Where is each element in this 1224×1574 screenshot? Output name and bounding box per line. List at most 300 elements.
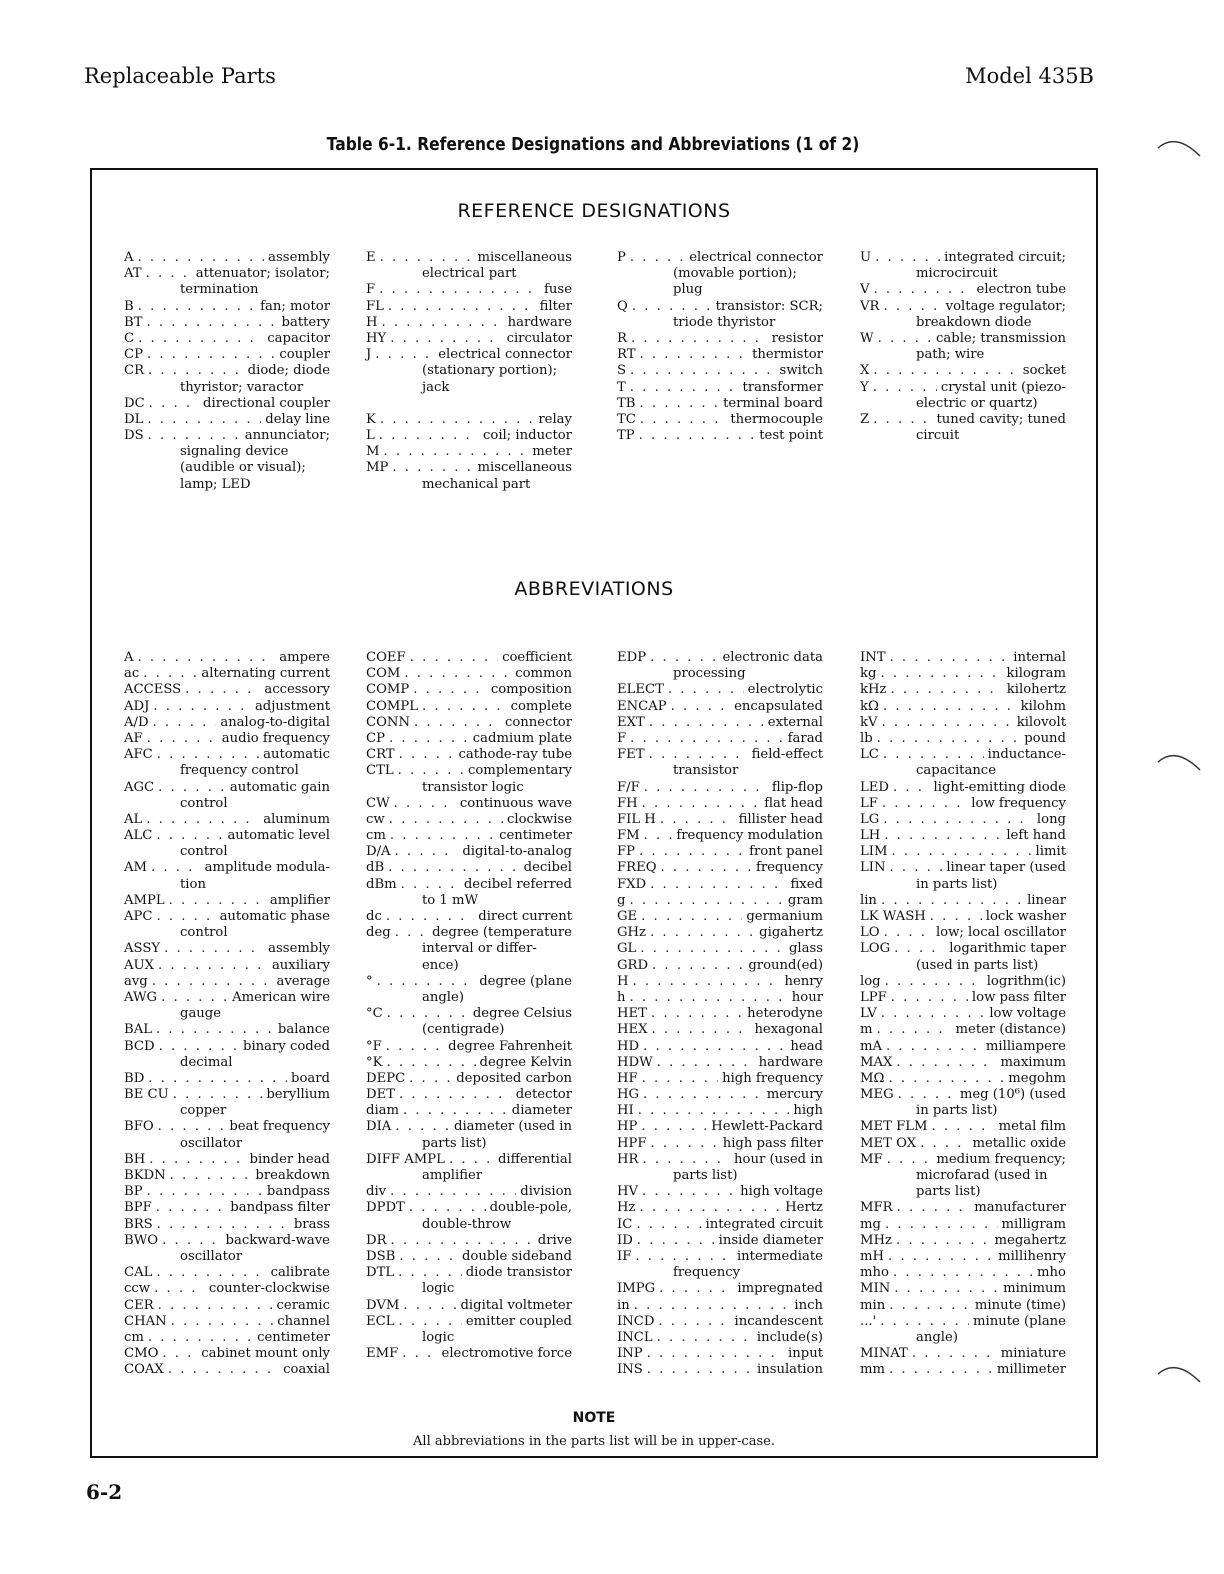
entry-definition: fillister head: [738, 811, 823, 827]
entry-row: [617, 796, 823, 812]
dot-leader: [158, 1298, 273, 1314]
dot-leader: [148, 1071, 287, 1087]
entry-code: F: [617, 730, 627, 746]
entry-code: ADJ: [124, 698, 150, 714]
dot-leader: [920, 1136, 968, 1152]
entry-row: [860, 1200, 1066, 1216]
entry-code: FET: [617, 747, 645, 763]
entry-row: [617, 1362, 823, 1378]
entry-row: [124, 812, 330, 828]
dot-leader: [409, 1071, 452, 1087]
entry-code: DS: [124, 428, 144, 444]
entry-definition: diode; diode: [247, 363, 330, 379]
dot-leader: [391, 1233, 534, 1249]
dot-leader: [162, 1346, 197, 1362]
dot-leader: [640, 941, 785, 957]
entry-code: COEF: [366, 650, 406, 665]
dot-leader: [883, 812, 1033, 828]
entry-definition: digital voltmeter: [460, 1297, 572, 1313]
entry-definition: germanium: [746, 909, 823, 924]
entry-row: [617, 1346, 823, 1362]
entry-code: LV: [860, 1006, 877, 1022]
entry-code: INCL: [617, 1329, 653, 1345]
entry-definition: ceramic: [276, 1297, 330, 1313]
entry-row: [617, 1055, 823, 1071]
entry-continuation: processing: [673, 666, 746, 682]
entry-continuation: termination: [180, 282, 259, 298]
entry-definition: switch: [779, 363, 823, 379]
entry-continuation: angle): [422, 989, 464, 1005]
entry-row: [366, 1071, 572, 1087]
entry-definition: logarithmic taper: [949, 941, 1066, 957]
entry-row: [124, 780, 330, 796]
entry-code: HP: [617, 1119, 638, 1135]
entry-row: [617, 363, 823, 379]
dot-leader: [390, 828, 495, 844]
entry-definition: high voltage: [740, 1184, 823, 1200]
dot-leader: [660, 812, 735, 828]
entry-code: MINAT: [860, 1346, 908, 1362]
entry-row: [860, 1314, 1066, 1330]
entry-code: CP: [124, 347, 143, 363]
entry-code: °C: [366, 1006, 383, 1022]
entry-code: B: [124, 298, 134, 314]
entry-continuation: triode thyristor: [673, 314, 776, 330]
entry-row: [860, 925, 1066, 941]
entry-definition: assembly: [268, 941, 330, 957]
entry-code: LF: [860, 795, 878, 811]
entry-row: [366, 699, 572, 715]
entry-definition: brass: [293, 1216, 330, 1232]
entry-code: A: [124, 650, 134, 665]
entry-code: mho: [860, 1265, 889, 1281]
entry-code: FM: [617, 828, 640, 844]
entry-code: dB: [366, 860, 385, 876]
entry-code: L: [366, 428, 375, 444]
entry-definition: clockwise: [507, 811, 572, 827]
entry-definition: double-pole,: [489, 1200, 572, 1216]
entry-code: log: [860, 973, 881, 989]
entry-code: COAX: [124, 1362, 164, 1378]
dot-leader: [159, 1039, 239, 1055]
entry-continuation: interval or differ-: [422, 941, 537, 957]
entry-definition: amplitude modula-: [204, 860, 330, 876]
entry-code: MEG: [860, 1087, 894, 1103]
dot-leader: [158, 958, 268, 974]
entry-definition: directional coupler: [203, 395, 330, 411]
entry-code: HPF: [617, 1135, 647, 1151]
entry-row: [860, 1281, 1066, 1297]
dot-leader: [386, 1039, 444, 1055]
entry-definition: aluminum: [263, 811, 330, 827]
entry-definition: coupler: [279, 347, 330, 363]
entry-code: ECL: [366, 1313, 395, 1329]
entry-row: [617, 1298, 823, 1314]
entry-code: °K: [366, 1054, 383, 1070]
entry-definition: centimeter: [499, 828, 572, 844]
dot-leader: [641, 909, 742, 925]
dot-leader: [882, 715, 1013, 731]
entry-row: [617, 877, 823, 893]
entry-code: LIM: [860, 844, 888, 860]
dot-leader: [885, 974, 983, 990]
entry-row: [617, 1249, 823, 1265]
entry-definition: decibel referred: [463, 876, 572, 892]
dot-leader: [143, 666, 197, 682]
entry-definition: cathode-ray tube: [458, 747, 572, 763]
entry-row: [124, 1087, 330, 1103]
entry-definition: direct current: [478, 909, 572, 924]
entry-definition: board: [291, 1070, 330, 1086]
entry-row: [124, 909, 330, 925]
reference-column-3: [617, 250, 823, 444]
entry-row: [860, 1039, 1066, 1055]
entry-definition: emitter coupled: [465, 1313, 572, 1329]
dot-leader: [402, 1346, 437, 1362]
entry-continuation: angle): [916, 1329, 958, 1345]
entry-row: [860, 780, 1066, 796]
entry-definition: beat frequency: [229, 1119, 330, 1135]
entry-row: [124, 396, 330, 412]
entry-row: [860, 650, 1066, 666]
entry-definition: integrated circuit: [705, 1216, 823, 1232]
entry-definition: transistor: SCR;: [715, 298, 823, 314]
entry-row: [366, 1298, 572, 1314]
entry-definition: meg (10⁶) (used: [959, 1087, 1066, 1103]
entry-row: [860, 1249, 1066, 1265]
entry-definition: auxiliary: [271, 957, 330, 973]
entry-definition: common: [515, 666, 572, 682]
entry-code: mm: [860, 1362, 886, 1378]
entry-code: AT: [124, 266, 142, 282]
entry-definition: complementary: [467, 763, 572, 779]
entry-row: [860, 282, 1066, 298]
entry-row: [860, 299, 1066, 315]
entry-code: FIL H: [617, 811, 656, 827]
dot-leader: [403, 1298, 456, 1314]
entry-definition: resistor: [771, 330, 823, 346]
dot-leader: [630, 731, 783, 747]
entry-row: [617, 1119, 823, 1135]
entry-continuation: thyristor; varactor: [180, 379, 304, 395]
dot-leader: [632, 299, 712, 315]
dot-leader: [652, 958, 744, 974]
dot-leader: [650, 925, 755, 941]
entry-definition: internal: [1013, 650, 1066, 665]
entry-row: [366, 682, 572, 698]
entry-code: V: [860, 282, 870, 298]
entry-continuation: path; wire: [916, 347, 985, 363]
binder-hole-mark: [1156, 748, 1202, 772]
entry-definition: filter: [539, 298, 572, 314]
entry-continuation: tion: [180, 876, 206, 892]
entry-row: [860, 828, 1066, 844]
entry-code: CW: [366, 795, 390, 811]
entry-code: CONN: [366, 714, 410, 730]
dot-leader: [631, 331, 768, 347]
dot-leader: [890, 682, 1002, 698]
entry-row: [124, 747, 330, 763]
entry-row: [617, 380, 823, 396]
entry-code: HG: [617, 1087, 640, 1103]
entry-definition: input: [788, 1346, 823, 1362]
dot-leader: [380, 250, 474, 266]
entry-row: [617, 909, 823, 925]
dot-leader: [888, 1249, 994, 1265]
entry-continuation: double-throw: [422, 1216, 512, 1232]
entry-row: [366, 1184, 572, 1200]
dot-leader: [644, 828, 673, 844]
entry-row: [617, 1022, 823, 1038]
dot-leader: [164, 941, 264, 957]
entry-definition: accessory: [264, 682, 330, 698]
entry-row: [366, 812, 572, 828]
dot-leader: [629, 893, 783, 909]
dot-leader: [149, 396, 199, 412]
entry-continuation: oscillator: [180, 1248, 243, 1264]
entry-row: [617, 699, 823, 715]
entry-definition: binary coded: [243, 1038, 330, 1054]
dot-leader: [630, 990, 788, 1006]
entry-definition: field-effect: [751, 747, 823, 763]
entry-row: [366, 925, 572, 941]
dot-leader: [399, 1087, 512, 1103]
dot-leader: [650, 650, 718, 666]
entry-definition: double sideband: [461, 1248, 572, 1264]
dot-leader: [893, 780, 930, 796]
entry-row: [860, 250, 1066, 266]
running-header-section: Replaceable Parts: [84, 64, 276, 88]
dot-leader: [637, 1233, 715, 1249]
entry-continuation: parts list): [673, 1168, 738, 1183]
entry-code: HDW: [617, 1054, 653, 1070]
entry-code: CHAN: [124, 1313, 167, 1329]
dot-leader: [657, 1055, 755, 1071]
entry-continuation: to 1 mW: [422, 892, 479, 908]
entry-definition: flip-flop: [771, 779, 823, 795]
entry-definition: kilogram: [1006, 666, 1066, 682]
entry-code: F: [366, 282, 376, 298]
entry-code: E: [366, 250, 376, 265]
dot-leader: [657, 1330, 753, 1346]
entry-row: [124, 331, 330, 347]
entry-code: h: [617, 989, 626, 1005]
entry-row: [860, 1265, 1066, 1281]
entry-code: INT: [860, 650, 886, 665]
dot-leader: [888, 1071, 1004, 1087]
entry-row: [617, 299, 823, 315]
dot-leader: [395, 844, 459, 860]
entry-definition: American wire: [232, 989, 330, 1005]
entry-row: [617, 1184, 823, 1200]
entry-row: [124, 1330, 330, 1346]
dot-leader: [390, 331, 502, 347]
dot-leader: [647, 1362, 753, 1378]
dot-leader: [158, 780, 226, 796]
entry-definition: binder head: [249, 1151, 330, 1167]
entry-row: [617, 1281, 823, 1297]
entry-code: MHz: [860, 1232, 892, 1248]
entry-definition: annunciator;: [244, 428, 330, 444]
entry-continuation: transistor logic: [422, 779, 524, 795]
entry-definition: channel: [277, 1313, 330, 1329]
entry-definition: external: [767, 714, 823, 730]
entry-row: [124, 1217, 330, 1233]
entry-row: [860, 666, 1066, 682]
entry-code: LED: [860, 779, 889, 795]
entry-code: Hz: [617, 1200, 636, 1216]
entry-definition: diameter (used in: [454, 1119, 572, 1135]
entry-definition: counter-clockwise: [208, 1281, 330, 1297]
entry-code: ENCAP: [617, 698, 667, 714]
dot-leader: [640, 347, 749, 363]
entry-code: GE: [617, 909, 638, 924]
entry-row: [124, 1314, 330, 1330]
dot-leader: [148, 428, 241, 444]
dot-leader: [162, 1233, 221, 1249]
entry-definition: capacitor: [267, 330, 330, 346]
entry-definition: milliampere: [985, 1038, 1066, 1054]
entry-row: [860, 747, 1066, 763]
entry-definition: decibel: [523, 860, 572, 876]
entry-definition: electromotive force: [441, 1346, 572, 1362]
entry-continuation: plug: [673, 282, 703, 298]
dot-leader: [894, 941, 945, 957]
entry-definition: high: [793, 1103, 823, 1119]
dot-leader: [640, 396, 720, 412]
entry-code: INP: [617, 1346, 643, 1362]
dot-leader: [392, 460, 473, 476]
entry-continuation: in parts list): [916, 876, 998, 892]
entry-code: ac: [124, 666, 140, 682]
entry-definition: degree Kelvin: [479, 1054, 572, 1070]
dot-leader: [157, 747, 259, 763]
entry-row: [617, 1103, 823, 1119]
dot-leader: [642, 1152, 730, 1168]
dot-leader: [889, 1298, 971, 1314]
entry-definition: coefficient: [502, 650, 572, 665]
entry-definition: diameter: [511, 1103, 572, 1119]
entry-code: C: [124, 330, 135, 346]
entry-definition: calibrate: [270, 1265, 330, 1281]
entry-code: BAL: [124, 1022, 152, 1038]
entry-code: DC: [124, 395, 145, 411]
entry-continuation: transistor: [673, 763, 739, 779]
entry-code: MET OX: [860, 1135, 917, 1151]
entry-definition: inch: [794, 1297, 823, 1313]
entry-row: [366, 763, 572, 779]
dot-leader: [882, 796, 967, 812]
entry-code: U: [860, 250, 872, 265]
entry-code: DR: [366, 1232, 387, 1248]
entry-definition: glass: [788, 941, 823, 957]
dot-leader: [168, 1362, 279, 1378]
entry-code: m: [860, 1022, 873, 1038]
running-header-model: Model 435B: [965, 64, 1094, 88]
entry-code: DTL: [366, 1265, 395, 1281]
entry-code: kHz: [860, 682, 887, 698]
entry-row: [860, 682, 1066, 698]
entry-row: [617, 1136, 823, 1152]
entry-row: [124, 299, 330, 315]
entry-code: deg: [366, 925, 391, 941]
entry-continuation: control: [180, 844, 228, 860]
entry-code: LOG: [860, 941, 891, 957]
entry-code: ...': [860, 1313, 877, 1329]
entry-row: [124, 1071, 330, 1087]
entry-row: [860, 1152, 1066, 1168]
entry-code: RT: [617, 347, 636, 363]
entry-code: IMPG: [617, 1281, 656, 1297]
dot-leader: [147, 412, 261, 428]
entry-definition: deposited carbon: [456, 1070, 572, 1086]
entry-definition: megohm: [1008, 1070, 1066, 1086]
dot-leader: [398, 1265, 462, 1281]
entry-row: [366, 1249, 572, 1265]
entry-row: [124, 1265, 330, 1281]
entry-definition: circulator: [506, 330, 572, 346]
dot-leader: [630, 250, 685, 266]
entry-code: DIFF AMPL: [366, 1151, 445, 1167]
entry-code: EMF: [366, 1346, 399, 1362]
entry-code: cm: [366, 828, 386, 844]
entry-row: [860, 1087, 1066, 1103]
entry-definition: hardware: [758, 1054, 823, 1070]
entry-code: S: [617, 363, 627, 379]
entry-row: [860, 1119, 1066, 1135]
entry-row: [860, 412, 1066, 428]
entry-definition: mercury: [766, 1087, 823, 1103]
entry-code: FP: [617, 844, 636, 860]
entry-definition: electron tube: [976, 282, 1066, 298]
entry-continuation: frequency: [673, 1265, 741, 1281]
entry-code: FL: [366, 298, 384, 314]
entry-row: [124, 1168, 330, 1184]
entry-row: [366, 666, 572, 682]
entry-row: [617, 958, 823, 974]
entry-code: DPDT: [366, 1200, 405, 1216]
entry-definition: miscellaneous: [477, 250, 572, 265]
dot-leader: [379, 282, 540, 298]
entry-code: CRT: [366, 747, 395, 763]
entry-code: LG: [860, 811, 880, 827]
entry-continuation: logic: [422, 1281, 455, 1297]
dot-leader: [158, 1119, 226, 1135]
entry-definition: degree (plane: [479, 973, 572, 989]
entry-code: AL: [124, 811, 143, 827]
entry-row: [860, 909, 1066, 925]
dot-leader: [138, 331, 263, 347]
entry-code: EXT: [617, 714, 645, 730]
entry-definition: impregnated: [737, 1281, 823, 1297]
dot-leader: [638, 1103, 790, 1119]
entry-definition: minimum: [1003, 1281, 1066, 1297]
entry-definition: encapsulated: [734, 698, 823, 714]
binder-hole-mark: [1156, 1360, 1202, 1384]
entry-row: [366, 974, 572, 990]
entry-definition: drive: [537, 1232, 572, 1248]
dot-leader: [897, 1200, 971, 1216]
entry-row: [617, 682, 823, 698]
entry-row: [366, 747, 572, 763]
dot-leader: [147, 347, 275, 363]
entry-continuation: parts list): [422, 1135, 487, 1151]
dot-leader: [413, 682, 487, 698]
entry-code: div: [366, 1184, 387, 1200]
entry-definition: kilovolt: [1016, 714, 1066, 730]
entry-code: T: [617, 379, 626, 395]
entry-row: [366, 1265, 572, 1281]
